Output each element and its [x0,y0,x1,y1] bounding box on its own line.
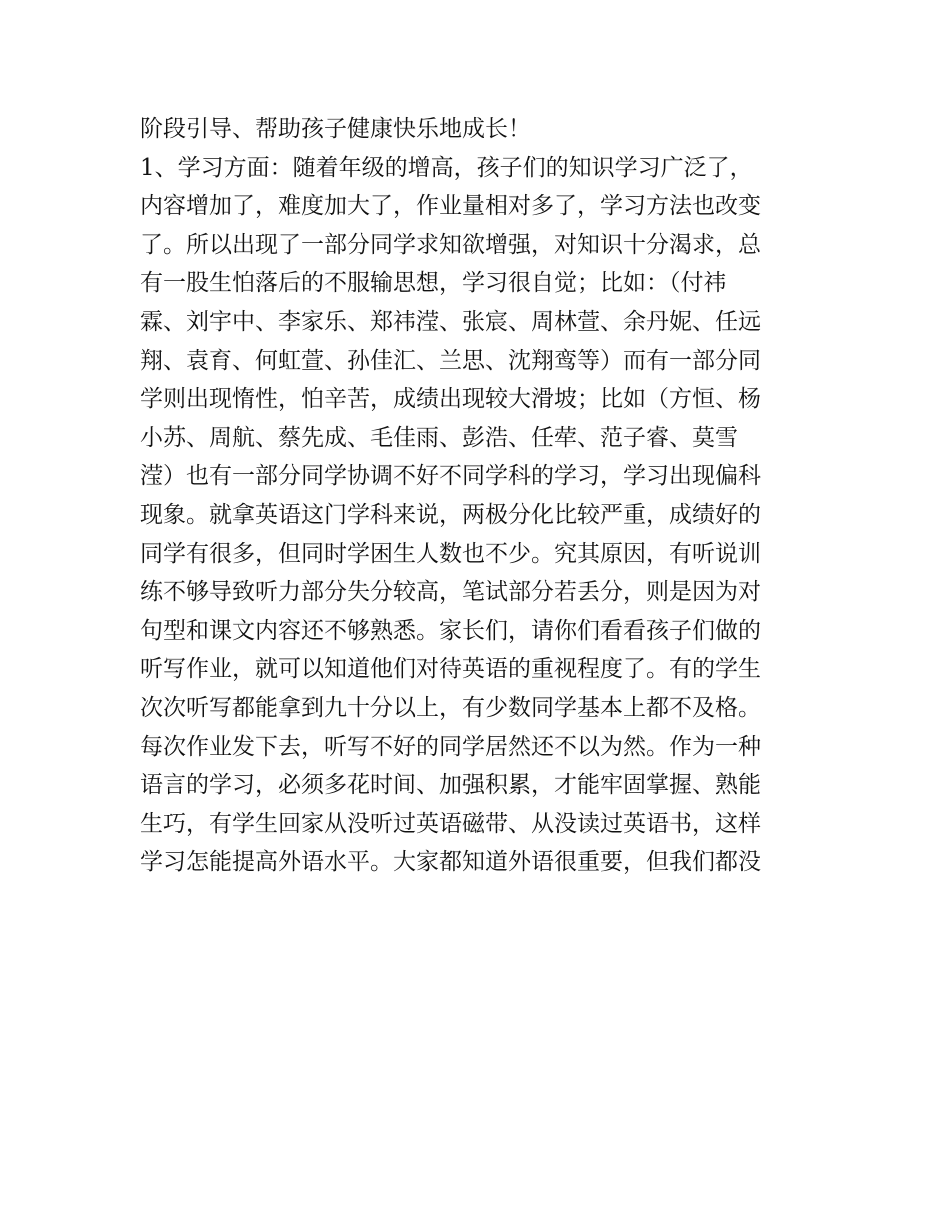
text-line: 听写作业，就可以知道他们对待英语的重视程度了。有的学生 [140,656,761,683]
text-line: 滢）也有一部分同学协调不好不同学科的学习，学习出现偏科 [140,463,761,490]
text-line: 翔、袁育、何虹萱、孙佳汇、兰思、沈翔鸾等）而有一部分同 [140,347,761,374]
text-line: 学习怎能提高外语水平。大家都知道外语很重要，但我们都没 [140,849,761,876]
text-line: 每次作业发下去，听写不好的同学居然还不以为然。作为一种 [140,733,761,760]
text-line: 语言的学习，必须多花时间、加强积累，才能牢固掌握、熟能 [140,772,761,799]
text-line: 现象。就拿英语这门学科来说，两极分化比较严重，成绩好的 [140,501,761,528]
text-line: 有一股生怕落后的不服输思想，学习很自觉；比如：（付祎 [140,270,727,297]
text-line: 同学有很多，但同时学困生人数也不少。究其原因，有听说训 [140,540,761,567]
text-line: 1、学习方面：随着年级的增高，孩子们的知识学习广泛了， [140,154,753,181]
text-line: 阶段引导、帮助孩子健康快乐地成长！ [140,116,531,142]
text-line: 次次听写都能拿到九十分以上，有少数同学基本上都不及格。 [140,694,761,721]
text-line: 生巧，有学生回家从没听过英语磁带、从没读过英语书，这样 [140,810,761,837]
text-line: 内容增加了，难度加大了，作业量相对多了，学习方法也改变 [140,193,761,220]
text-line: 小苏、周航、蔡先成、毛佳雨、彭浩、任荦、范子睿、莫雪 [140,424,738,451]
body-text [140,110,820,882]
text-line: 练不够导致听力部分失分较高，笔试部分若丢分，则是因为对 [140,579,761,606]
text-line: 学则出现惰性，怕辛苦，成绩出现较大滑坡；比如（方恒、杨 [140,386,761,413]
text-line: 句型和课文内容还不够熟悉。家长们，请你们看看孩子们做的 [140,617,761,644]
text-line: 了。所以出现了一部分同学求知欲增强，对知识十分渴求，总 [140,231,761,258]
text-line: 霖、刘宇中、李家乐、郑祎滢、张宸、周林萱、余丹妮、任远 [140,308,761,335]
